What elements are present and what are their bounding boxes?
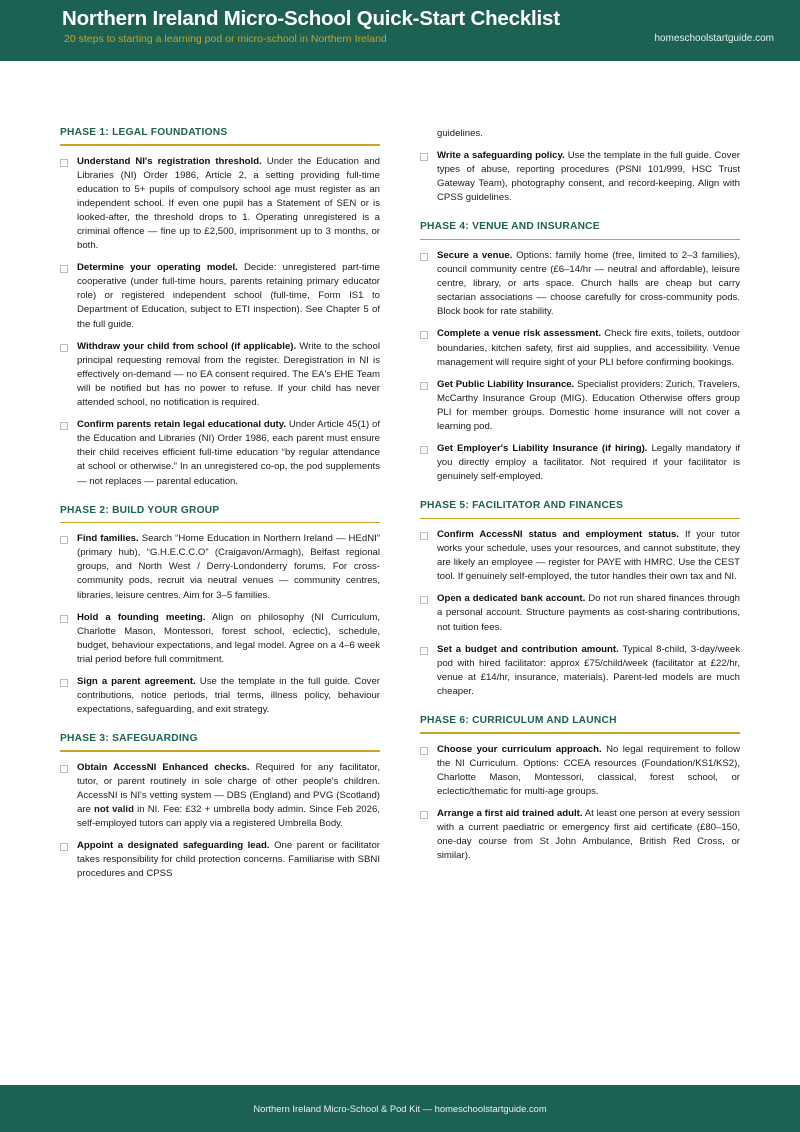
checklist-sheet [0, 61, 800, 1085]
checkbox-icon[interactable] [420, 596, 428, 604]
checklist-item[interactable] [420, 378, 740, 434]
checklist-item-title: Get Public Liability Insurance. [437, 378, 575, 390]
checklist-item-text [437, 643, 740, 699]
phase-heading-5 [420, 500, 740, 519]
checkbox-icon[interactable] [420, 811, 428, 819]
checklist-item-detail: Check fire exits, toilets, outdoor boundaries, kitchen safety, first aid supplies, and accessibility. Venue management will require sight of your PLI before confirming bookings. [437, 328, 741, 368]
checklist-item-text [77, 340, 380, 410]
checklist-item-title: Determine your operating model. [77, 262, 238, 274]
checklist-item-title: Write a safeguarding policy. [437, 150, 565, 162]
header-site-url: homeschoolstartguide.com [654, 33, 774, 44]
two-column-layout [0, 127, 800, 890]
checkbox-icon[interactable] [420, 446, 428, 454]
footer-text: Northern Ireland Micro-School & Pod Kit — homeschoolstartguide.com [253, 1103, 547, 1114]
checklist-item[interactable] [60, 675, 380, 717]
phase-4-label: PHASE 4: VENUE AND INSURANCE [420, 221, 600, 233]
phase-heading-4 [420, 221, 740, 240]
page-header [0, 0, 800, 61]
phase-3-divider [60, 750, 380, 751]
checklist-item-detail: Decide: unregistered part-time cooperative (under full-time hours, parents retaining primary educator role) or registered independent school (full-time, Form IS1 to Department of Education, subject to ETI inspection). See Chapter 5 of the full guide. [77, 262, 380, 330]
phase-3-label: PHASE 3: SAFEGUARDING [60, 733, 198, 745]
checklist-item-title: Set a budget and contribution amount. [437, 643, 619, 655]
checklist-item-detail: Write to the school principal requesting removal from the register. Deregistration in NI is effectively on-demand — no EA consent required. The EA's EHE Team will be notified but has no power to refuse. If your child has never attended school, no notification is required. [77, 340, 380, 409]
checklist-item-text [437, 378, 740, 434]
phase-1-label: PHASE 1: LEGAL FOUNDATIONS [60, 127, 228, 138]
checklist-item[interactable] [60, 761, 380, 831]
checklist-item-detail: At least one person at every session with a current paediatric or emergency first aid certificate (£80–150, one-day course from St John Ambulance, British Red Cross, or similar). [437, 807, 740, 862]
checkbox-icon[interactable] [60, 679, 68, 687]
checklist-item-detail: No legal requirement to follow the NI Curriculum. Options: CCEA resources (Foundation/KS1/KS2), Charlotte Mason, Montessori, classical, forest school, or eclectic/thematic for multi-age groups. [437, 743, 740, 797]
checklist-item-detail-cont: in NI. Fee: £32 + umbrella body admin. Since Feb 2026, self-employed tutors can apply via a registered Umbrella Body. [77, 804, 380, 830]
checklist-item[interactable] [420, 643, 740, 699]
checkbox-icon[interactable] [420, 647, 428, 655]
checklist-item-text [77, 418, 380, 488]
checkbox-icon[interactable] [420, 253, 428, 261]
checklist-item-detail: Under the Education and Libraries (NI) Order 1986, Article 2, a setting providing full-time education to 5+ pupils of compulsory school age must register as an independent school. If even one pupil has a Statement of SEN or is looked-after, the threshold drops to 1. Operating unregistered is a criminal offence — fine up to £2,500, imprisonment up to 3 months, or both. [77, 155, 380, 252]
checkbox-icon[interactable] [60, 159, 68, 167]
checklist-item[interactable] [60, 340, 380, 410]
checklist-item-text [437, 807, 740, 863]
checklist-item[interactable] [420, 807, 740, 863]
checklist-item-text [437, 442, 740, 484]
checklist-item-text [77, 611, 380, 667]
checklist-item-text [437, 528, 740, 584]
phase-4-divider [420, 239, 740, 240]
checklist-item-detail: Search “Home Education in Northern Ireland — HEdNI” (primary hub), “G.H.E.C.C.O” (Craigavon/Armagh), Belfast regional groups, and North West / Derry-Londonderry forums. For cross-community pods, recruit via neutral venues — community centres, libraries, leisure centres. Aim for 3–5 families. [77, 533, 381, 601]
checklist-item-detail: Do not run shared finances through a personal account. Structure payments as cost-sharing contributions, not tuition fees. [437, 593, 741, 633]
continued-text: guidelines. [437, 128, 483, 139]
checklist-item-title: Hold a founding meeting. [77, 611, 206, 623]
checklist-item[interactable] [60, 418, 380, 488]
checklist-item[interactable] [420, 592, 740, 634]
checklist-item-detail: Legally mandatory if you directly employ a facilitator. Not required if your facilitator is genuinely self-employed. [437, 443, 740, 483]
checklist-item[interactable] [420, 528, 740, 584]
checkbox-icon[interactable] [60, 765, 68, 773]
checklist-item[interactable] [420, 743, 740, 799]
checklist-item[interactable] [420, 249, 740, 319]
page-subtitle: 20 steps to starting a learning pod or micro-school in Northern Ireland [64, 33, 387, 45]
phase-2-label: PHASE 2: BUILD YOUR GROUP [60, 504, 220, 516]
checklist-item-detail: Required for any facilitator, tutor, or parent routinely in sole charge of other people's children. AccessNI is NI's vetting system — DBS (England) and PVG (Scotland) are [77, 761, 380, 816]
phase-heading-2 [60, 505, 380, 524]
checklist-item-title: Arrange a first aid trained adult. [437, 807, 583, 819]
checklist-item[interactable] [60, 532, 380, 602]
checkbox-icon[interactable] [420, 153, 428, 161]
checklist-item-title: Confirm AccessNI status and employment status. [437, 528, 680, 540]
phase-5-divider [420, 518, 740, 519]
checklist-item-title: Open a dedicated bank account. [437, 593, 586, 605]
checklist-item[interactable] [420, 442, 740, 484]
checklist-item-text [77, 155, 380, 254]
phase-heading-3 [60, 733, 380, 752]
checklist-item-text [437, 592, 740, 634]
checkbox-icon[interactable] [420, 532, 428, 540]
checkbox-icon[interactable] [60, 615, 68, 623]
page-title: Northern Ireland Micro-School Quick-Start Checklist [62, 7, 560, 30]
phase-heading-1 [60, 127, 380, 146]
checkbox-icon[interactable] [60, 843, 68, 851]
checklist-item-detail: Use the template in the full guide. Cover types of abuse, reporting procedures (PSNI 101/999, HSC Trust Gateway Team), photography consent, and record-keeping. Align with CPSS guidelines. [437, 150, 740, 204]
page-footer [0, 1085, 800, 1132]
checkbox-icon[interactable] [420, 747, 428, 755]
checklist-item-detail: One parent or facilitator takes responsibility for child protection concerns. Familiarise with SBNI procedures and CPSS [77, 840, 380, 880]
phase-2-divider [60, 522, 380, 523]
checkbox-icon[interactable] [420, 382, 428, 390]
checklist-item-title: Choose your curriculum approach. [437, 743, 602, 755]
checklist-item-detail: Align on philosophy (NI Curriculum, Charlotte Mason, Montessori, forest school, eclectic), schedule, budget, behaviour expectations, and legal model. Agree on a 4–6 week trial period before full commitment. [77, 611, 380, 665]
checklist-item[interactable] [60, 155, 380, 254]
checklist-item-title: Find families. [77, 533, 139, 545]
checkbox-icon[interactable] [60, 422, 68, 430]
checklist-item-emphasis: not valid [94, 804, 134, 816]
checklist-item-text [77, 675, 380, 717]
checklist-item-detail: If your tutor works your schedule, uses your resources, and cannot substitute, they are likely an employee — register for PAYE with HMRC. Use the CEST tool. If genuinely self-employed, the tutor handles their own tax and NI. [437, 528, 741, 583]
checklist-item-detail: Typical 8-child, 3-day/week pod with hired facilitator: approx £75/child/week (facilitator at £22/hr, venue at £14/hr, insurance, materials). Parent-led models are much cheaper. [437, 643, 740, 697]
left-column [60, 127, 380, 890]
checklist-item-title: Withdraw your child from school (if applicable). [77, 340, 297, 352]
checklist-item-title: Get Employer's Liability Insurance (if hiring). [437, 443, 648, 455]
phase-6-divider [420, 732, 740, 733]
checklist-item-text [77, 261, 380, 331]
checklist-item-title: Sign a parent agreement. [77, 675, 196, 687]
checkbox-icon[interactable] [60, 344, 68, 352]
checklist-item-title: Appoint a designated safeguarding lead. [77, 840, 270, 852]
checklist-item-text [77, 839, 380, 881]
checklist-item[interactable] [420, 149, 740, 205]
checklist-item-title: Understand NI's registration threshold. [77, 155, 262, 167]
phase-1-divider [60, 144, 380, 145]
checklist-item-title: Obtain AccessNI Enhanced checks. [77, 761, 250, 773]
checklist-item-text [77, 532, 380, 602]
checklist-item[interactable] [60, 839, 380, 881]
checkbox-icon[interactable] [60, 265, 68, 273]
checkbox-icon[interactable] [420, 331, 428, 339]
checklist-item[interactable] [60, 261, 380, 331]
checklist-item-detail: Specialist providers: Zurich, Travelers, McCarthy Insurance Group (MIG). Education Otherwise offers group PLI for member groups. Domestic home insurance will not cover a learning pod. [437, 378, 740, 433]
checklist-item-title: Secure a venue. [437, 250, 513, 261]
checklist-item-title: Complete a venue risk assessment. [437, 328, 602, 340]
checklist-item-detail: Use the template in the full guide. Cover contributions, notice periods, trial terms, illness policy, behaviour expectations, safeguarding, and exit strategy. [77, 675, 381, 716]
checklist-item-text [437, 249, 740, 319]
checklist-item-text [437, 149, 740, 205]
checklist-item-text [77, 761, 380, 831]
checklist-item-detail: Options: family home (free, limited to 2–3 families), council community centre (£6–14/hr — neutral and affordable), leisure centre, library, or arts space. Church halls are cheap but carry sectarian associations — choose carefully for cross-community pods. Block book for rate stability. [437, 250, 740, 318]
phase-6-label: PHASE 6: CURRICULUM AND LAUNCH [420, 714, 617, 726]
checklist-item-text [437, 743, 740, 799]
checklist-item[interactable] [60, 611, 380, 667]
phase-5-label: PHASE 5: FACILITATOR AND FINANCES [420, 500, 624, 512]
phase-heading-6 [420, 715, 740, 734]
checklist-item[interactable] [420, 327, 740, 369]
checklist-item-title: Confirm parents retain legal educational duty. [77, 419, 287, 431]
checklist-item-text [437, 327, 740, 369]
checklist-item-detail: Under Article 45(1) of the Education and Libraries (NI) Order 1986, each parent must ensure their child receives efficient full-time education “by regular attendance at school or otherwise.” In an unregistered co-op, the pod supplements — not replaces — parental education. [77, 419, 380, 487]
right-column [420, 127, 740, 890]
checkbox-icon[interactable] [60, 536, 68, 544]
